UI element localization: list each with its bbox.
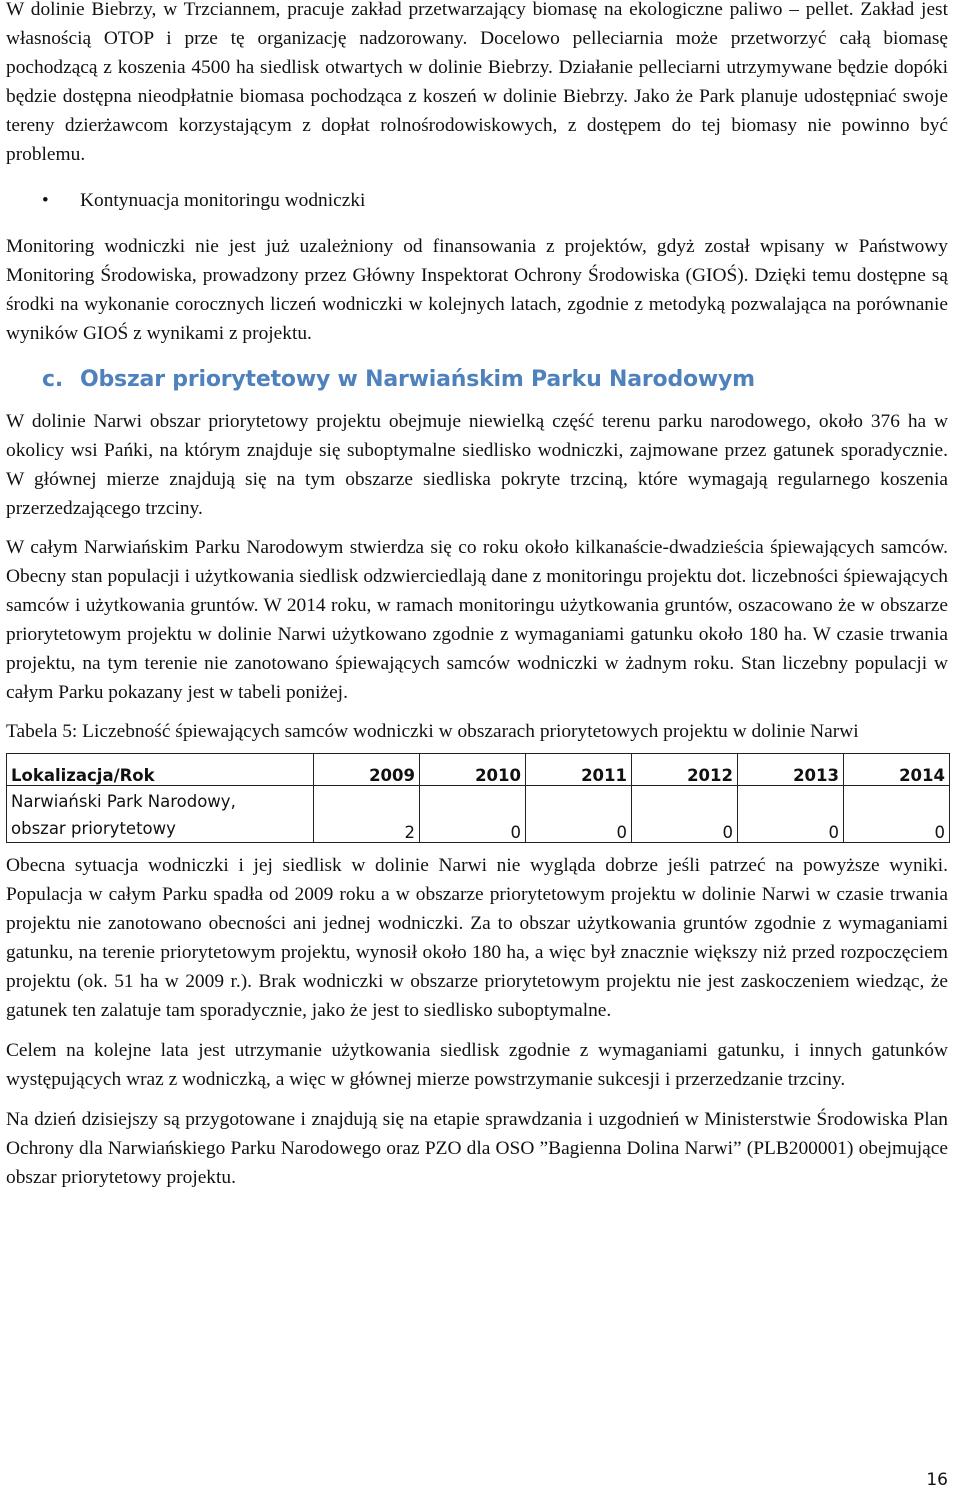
bullet-icon: • xyxy=(42,190,49,211)
row-location-line2: obszar priorytetowy xyxy=(11,819,176,838)
bullet-text: Kontynuacja monitoringu wodniczki xyxy=(80,190,366,211)
table-cell: 0 xyxy=(526,786,632,843)
header-location: Lokalizacja/Rok xyxy=(7,754,314,786)
section-heading xyxy=(6,365,948,395)
header-year: 2009 xyxy=(314,754,420,786)
narew-paragraph-2: W całym Narwiańskim Parku Narodowym stwierdza się co roku około kilkanaście-dwadzieścia śpiewających samców. Obecny stan populacji i użytkowania siedlisk odzwierciedlają dane z monitoringu projektu dot. liczebności śpiewających samców i użytkowania gruntów. W 2014 roku, w ramach monitoringu użytkowania gruntów, oszacowano że w obszarze priorytetowym projektu w dolinie Narwi użytkowano zgodnie z wymaganiami gatunku około 180 ha. W czasie trwania projektu, na tym terenie nie zanotowano śpiewających samców wodniczki w żadnym roku. Stan liczebny populacji w całym Parku pokazany jest w tabeli poniżej. xyxy=(6,537,948,703)
conclusion-paragraph: Obecna sytuacja wodniczki i jej siedlisk w dolinie Narwi nie wygląda dobrze jeśli patrzeć na powyższe wyniki. Populacja w całym Parku spadła od 2009 roku a w obszarze priorytetowym projektu w dolinie Narwi w czasie trwania projektu nie zanotowano obecności ani jednej wodniczki. Za to obszar użytkowania gruntów zgodnie z wymaganiami gatunku, na terenie priorytetowym projektu, wynosił około 180 ha, a więc był znacznie większy niż przed rozpoczęciem projektu (ok. 51 ha w 2009 r.). Brak wodniczki w obszarze priorytetowym projektu nie jest zaskoczeniem wiedząc, że gatunek ten zalatuje tam sporadycznie, jako że jest to siedlisko suboptymalne. xyxy=(6,855,948,1021)
table-cell: 0 xyxy=(632,786,738,843)
row-location-line1: Narwiański Park Narodowy, xyxy=(11,792,236,811)
row-location xyxy=(7,786,314,843)
goal-paragraph: Celem na kolejne lata jest utrzymanie użytkowania siedlisk zgodnie z wymaganiami gatunku, i innych gatunków występujących wraz z wodniczką, a więc w głównej mierze powstrzymanie sukcesji i przerzedzanie trzciny. xyxy=(6,1040,948,1090)
intro-paragraph: W dolinie Biebrzy, w Trzciannem, pracuje zakład przetwarzający biomasę na ekologiczne paliwo – pellet. Zakład jest własnością OTOP i prze tę organizację nadzorowany. Docelowo pelleciarnia może przetworzyć całą biomasę pochodzącą z koszenia 4500 ha siedlisk otwartych w dolinie Biebrzy. Działanie pelleciarni utrzymywane będzie dopóki będzie dostępna nieodpłatnie biomasa pochodząca z koszeń w dolinie Biebrzy. Jako że Park planuje udostępniać swoje tereny dzierżawcom korzystającym z dopłat rolnośrodowiskowych, z dostępem do tej biomasy nie powinno być problemu. xyxy=(6,0,948,165)
header-year: 2013 xyxy=(738,754,844,786)
section-title: Obszar priorytetowy w Narwiańskim Parku Narodowym xyxy=(80,367,755,392)
table-cell: 0 xyxy=(844,786,950,843)
table-cell: 0 xyxy=(420,786,526,843)
table-row xyxy=(7,786,950,843)
page-number: 16 xyxy=(926,1470,948,1490)
bullet-item xyxy=(6,186,948,215)
header-year: 2010 xyxy=(420,754,526,786)
section-letter: c. xyxy=(42,367,63,392)
narew-paragraph-1: W dolinie Narwi obszar priorytetowy projektu obejmuje niewielką część terenu parku narodowego, około 376 ha w okolicy wsi Pańki, na którym znajduje się suboptymalne siedlisko wodniczki, zajmowane przez gatunek sporadycznie. W głównej mierze znajdują się na tym obszarze siedliska pokryte trzciną, które wymagają regularnego koszenia przerzedzającego trzciny. xyxy=(6,411,948,519)
header-year: 2011 xyxy=(526,754,632,786)
plan-paragraph: Na dzień dzisiejszy są przygotowane i znajdują się na etapie sprawdzania i uzgodnień w Ministerstwie Środowiska Plan Ochrony dla Narwiańskiego Parku Narodowego oraz PZO dla OSO ”Bagienna Dolina Narwi” (PLB200001) obejmujące obszar priorytetowy projektu. xyxy=(6,1109,948,1188)
header-year: 2012 xyxy=(632,754,738,786)
header-year: 2014 xyxy=(844,754,950,786)
table-header-row xyxy=(7,754,950,786)
table-cell: 2 xyxy=(314,786,420,843)
monitoring-paragraph: Monitoring wodniczki nie jest już uzależniony od finansowania z projektów, gdyż został wpisany w Państwowy Monitoring Środowiska, prowadzony przez Główny Inspektorat Ochrony Środowiska (GIOŚ). Dzięki temu dostępne są środki na wykonanie corocznych liczeń wodniczki w kolejnych latach, zgodnie z metodyką pozwalająca na porównanie wyników GIOŚ z wynikami z projektu. xyxy=(6,236,948,344)
page-body xyxy=(6,0,948,1192)
table-caption: Tabela 5: Liczebność śpiewających samców wodniczki w obszarach priorytetowych projektu w dolinie Narwi xyxy=(6,721,859,742)
population-table xyxy=(6,753,950,843)
table-cell: 0 xyxy=(738,786,844,843)
